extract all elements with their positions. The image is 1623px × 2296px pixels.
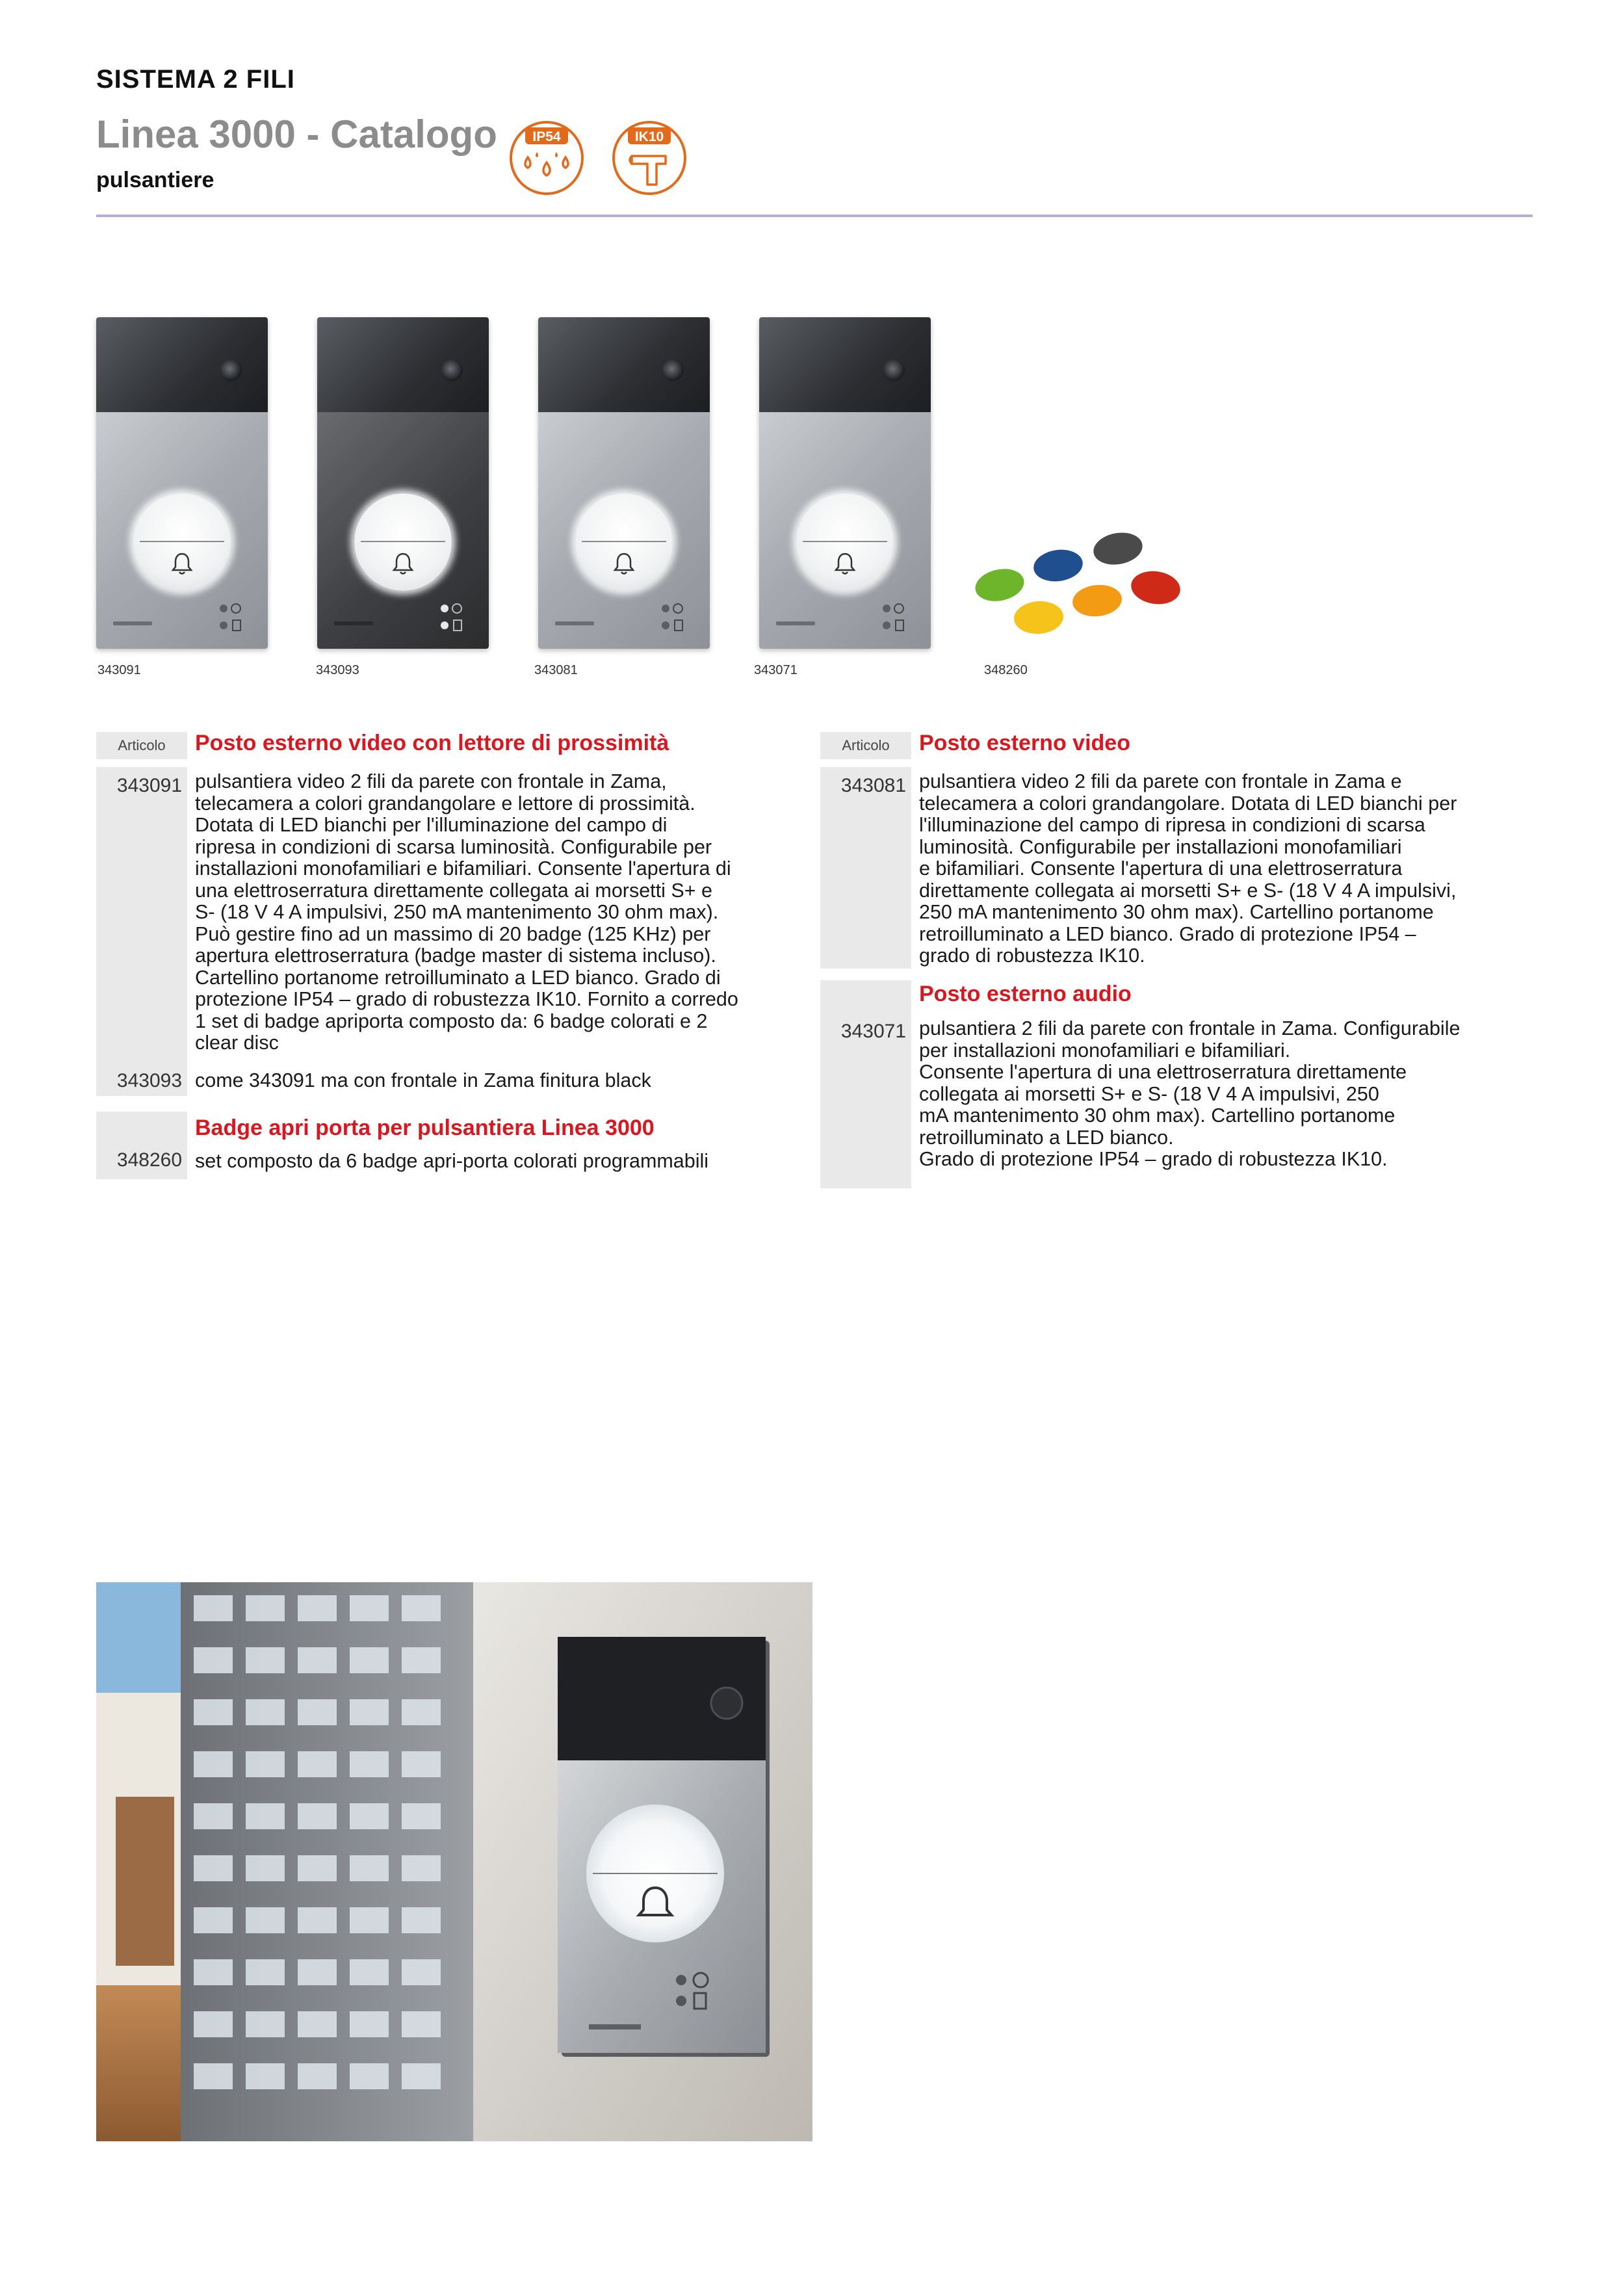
system-title: SISTEMA 2 FILI	[96, 65, 295, 94]
badge-disc	[1071, 582, 1124, 619]
product-image-348260	[975, 527, 1189, 650]
section-title-video: Posto esterno video	[919, 731, 1130, 755]
door-open-icon	[881, 619, 907, 632]
brand-logo	[776, 621, 815, 625]
article-code: 343091	[116, 775, 182, 796]
article-cell	[96, 1063, 187, 1096]
call-button	[354, 493, 452, 591]
product-image-343081	[538, 317, 710, 649]
badge-disc	[1032, 547, 1085, 584]
catalog-title: Linea 3000 - Catalogo	[96, 112, 497, 156]
camera-lens-icon	[883, 359, 905, 381]
ip54-badge	[508, 120, 585, 196]
product-image-343091	[96, 317, 268, 649]
product-image-343071	[759, 317, 931, 649]
brand-logo	[113, 621, 152, 625]
article-code: 343093	[116, 1070, 182, 1091]
badge-disc	[1129, 568, 1182, 607]
brand-logo	[555, 621, 594, 625]
article-cell	[96, 767, 187, 1073]
ip54-label: IP54	[532, 129, 561, 144]
article-cell	[820, 980, 911, 1188]
camera-lens-icon	[220, 359, 242, 381]
article-code: 343081	[840, 775, 906, 796]
door-open-icon	[439, 619, 465, 632]
lifestyle-photo	[96, 1582, 812, 2141]
status-led-icon	[660, 602, 686, 615]
badge-disc	[1013, 599, 1064, 635]
ik10-label: IK10	[634, 129, 664, 144]
brand-logo	[334, 621, 373, 625]
article-description: set composto da 6 badge apri-porta colorati programmabili	[195, 1150, 709, 1172]
section-title-video-proximity: Posto esterno video con lettore di prossimità	[195, 731, 669, 755]
status-led-icon	[881, 602, 907, 615]
article-description: pulsantiera video 2 fili da parete con frontale in Zama e telecamera a colori grandangolare. Dotata di LED bianchi per l'illuminazione del campo di ripresa in condizioni di scarsa luminosità. Configurabile per installazioni monofamiliari e bifamiliari. Consente l'apertura di una elettroserratura direttamente collegata ai morsetti S+ e S- (18 V 4 A impulsivi, 250 mA mantenimento 30 ohm max). Cartellino portanome retroilluminato a LED bianco. Grado di protezione IP54 – grado di robustezza IK10.	[919, 770, 1457, 967]
badge-disc	[975, 565, 1027, 606]
header-rule	[96, 215, 1533, 217]
product-code-label: 343093	[316, 663, 359, 677]
section-title-badge: Badge apri porta per pulsantiera Linea 3000	[195, 1115, 655, 1140]
ik10-badge	[611, 120, 688, 196]
camera-lens-icon	[662, 359, 684, 381]
door-open-icon	[660, 619, 686, 632]
product-code-label: 343081	[534, 663, 578, 677]
call-button	[575, 493, 673, 591]
status-led-icon	[439, 602, 465, 615]
status-led-icon	[218, 602, 244, 615]
article-description: come 343091 ma con frontale in Zama finitura black	[195, 1069, 651, 1091]
article-code: 348260	[116, 1149, 182, 1171]
section-subtitle: pulsantiere	[96, 168, 214, 192]
article-description: pulsantiera 2 fili da parete con frontale in Zama. Configurabile per installazioni monofamiliari e bifamiliari. Consente l'apertura di una elettroserratura direttamente collegata ai morsetti S+ e S- (18 V 4 A impulsivi, 250 mA mantenimento 30 ohm max). Cartellino portanome retroilluminato a LED bianco. Grado di protezione IP54 – grado di robustezza IK10.	[919, 1017, 1461, 1170]
call-button	[796, 493, 894, 591]
article-description: pulsantiera video 2 fili da parete con frontale in Zama, telecamera a colori grandangolare e lettore di prossimità. Dotata di LED bianchi per l'illuminazione del campo di ripresa in condizioni di scarsa luminosità. Configurabile per installazioni monofamiliari e bifamiliari. Consente l'apertura di una elettroserratura direttamente collegata ai morsetti S+ e S- (18 V 4 A impulsivi, 250 mA mantenimento 30 ohm max). Può gestire fino ad un massimo di 20 badge (125 KHz) per apertura elettroserratura (badge master di sistema incluso). Cartellino portanome retroilluminato a LED bianco. Grado di protezione IP54 – grado di robustezza IK10. Fornito a corredo 1 set di badge apriporta composto da: 6 badge colorati e 2 clear disc	[195, 770, 738, 1054]
camera-lens-icon	[441, 359, 463, 381]
bell-icon	[832, 551, 858, 577]
door-open-icon	[218, 619, 244, 632]
hammer-icon	[611, 120, 688, 196]
article-column-header: Articolo	[96, 732, 187, 759]
article-cell	[96, 1112, 187, 1179]
product-code-label: 343071	[754, 663, 798, 677]
water-drops-icon	[508, 120, 585, 196]
product-code-label: 348260	[984, 663, 1028, 677]
bell-icon	[169, 551, 195, 577]
article-cell	[820, 767, 911, 969]
entry-panel-photo	[558, 1637, 770, 2057]
section-title-audio: Posto esterno audio	[919, 982, 1132, 1006]
badge-disc	[1091, 529, 1145, 568]
badge-set-icon	[975, 527, 1189, 650]
call-button	[133, 493, 231, 591]
product-image-343093	[317, 317, 489, 649]
bell-icon	[611, 551, 637, 577]
article-column-header: Articolo	[820, 732, 911, 759]
bell-icon	[390, 551, 416, 577]
article-code: 343071	[840, 1021, 906, 1042]
product-code-label: 343091	[97, 663, 141, 677]
